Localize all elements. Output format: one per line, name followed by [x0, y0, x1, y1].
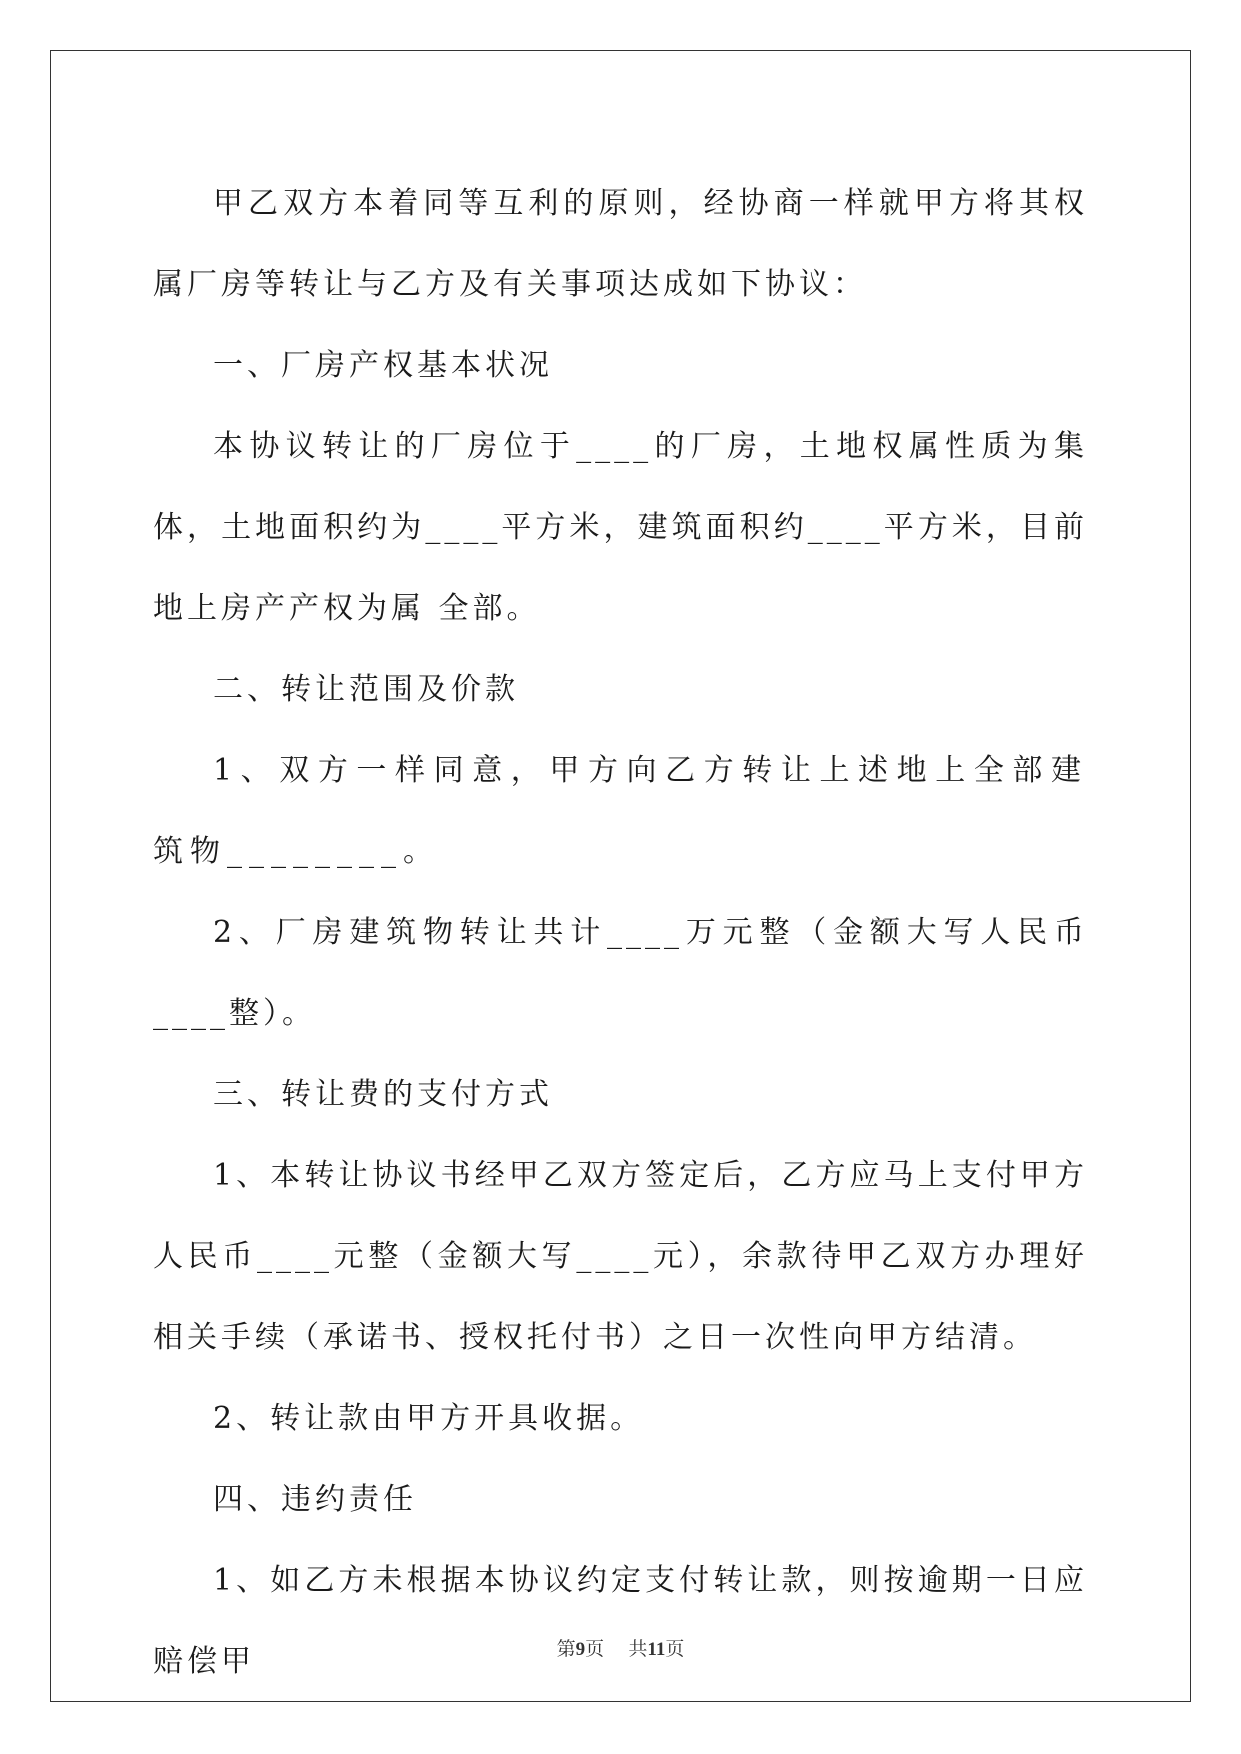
- paragraph-transfer-scope: 1、双方一样同意，甲方向乙方转让上述地上全部建筑物________。: [153, 753, 1088, 869]
- page-footer: [0, 1634, 1241, 1661]
- section-heading-4: 四、违约责任: [213, 1482, 417, 1517]
- paragraph-breach: 1、如乙方未根据本协议约定支付转让款，则按逾期一日应赔偿甲: [153, 1563, 1088, 1679]
- paragraph-property-status: 本协议转让的厂房位于____的厂房，土地权属性质为集体，土地面积约为____平方米，建筑面积约____平方米，目前地上房产产权为属 全部。: [153, 429, 1088, 626]
- paragraph-transfer-price: 2、厂房建筑物转让共计____万元整（金额大写人民币____整）。: [153, 915, 1088, 1031]
- paragraph-payment-terms: 1、本转让协议书经甲乙双方签定后，乙方应马上支付甲方人民币____元整（金额大写____元），余款待甲乙双方办理好相关手续（承诺书、授权托付书）之日一次性向甲方结清。: [153, 1158, 1088, 1355]
- page-total-number: 11: [647, 1639, 666, 1660]
- page-prefix: 第: [556, 1638, 576, 1660]
- total-suffix: 页: [665, 1638, 685, 1660]
- section-heading-3: 三、转让费的支付方式: [213, 1077, 553, 1112]
- section-heading-1: 一、厂房产权基本状况: [213, 348, 553, 383]
- paragraph-receipt: 2、转让款由甲方开具收据。: [213, 1401, 645, 1436]
- page-suffix: 页: [585, 1638, 605, 1660]
- page-current-number: 9: [575, 1639, 586, 1660]
- total-prefix: 共: [628, 1638, 648, 1660]
- document-body: [153, 163, 1088, 1702]
- section-heading-2: 二、转让范围及价款: [213, 672, 519, 707]
- paragraph-intro: 甲乙双方本着同等互利的原则，经协商一样就甲方将其权属厂房等转让与乙方及有关事项达成如下协议：: [153, 186, 1088, 302]
